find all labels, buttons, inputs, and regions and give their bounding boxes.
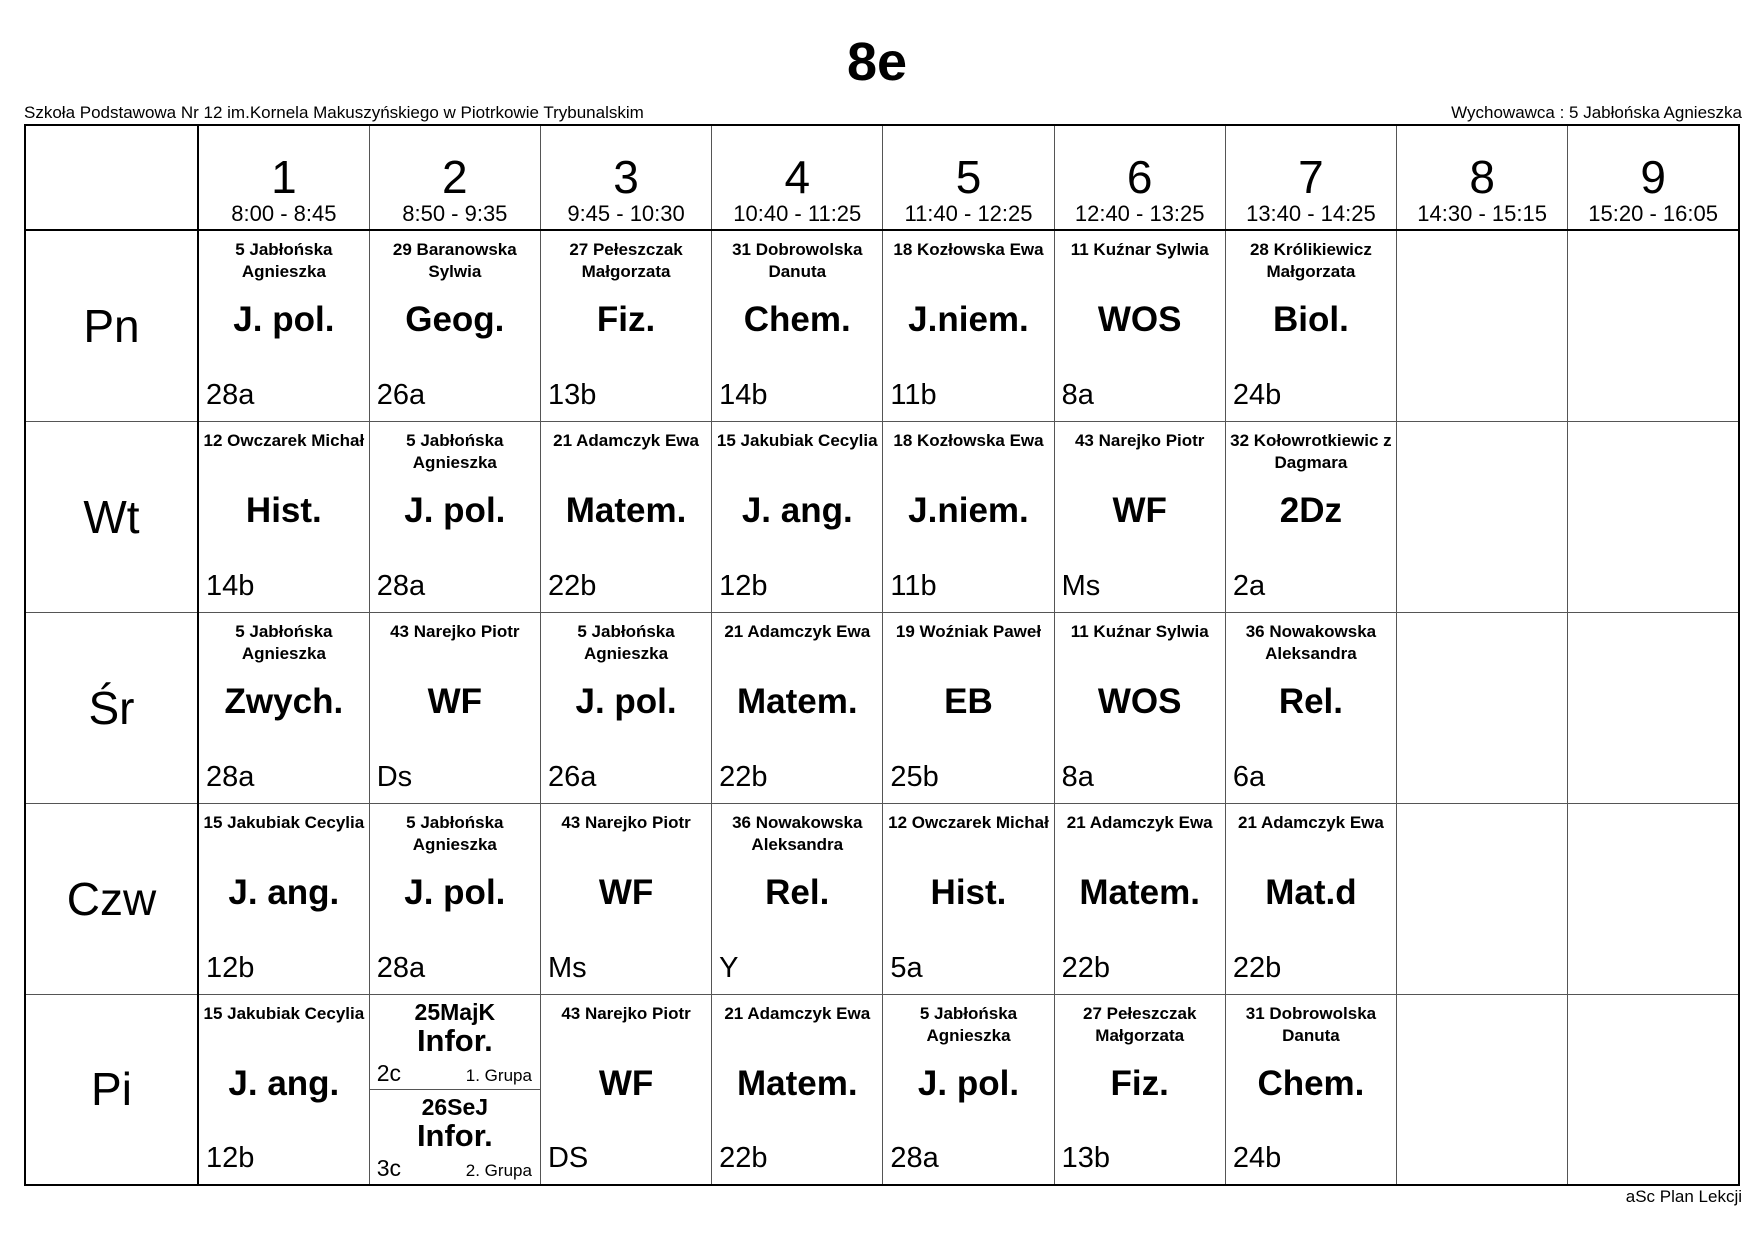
lesson-subject: WF (598, 1063, 654, 1103)
lesson-teacher: 31 Dobrowolska Danuta (732, 240, 863, 281)
lesson-cell (712, 421, 883, 612)
lesson-teacher: 18 Kozłowska Ewa (893, 430, 1044, 450)
lesson (199, 613, 369, 803)
lesson-subject: Chem. (1257, 1063, 1365, 1103)
lesson-teacher: 28 Królikiewicz Małgorzata (1249, 240, 1372, 281)
lesson-subject: Fiz. (1110, 1063, 1169, 1103)
lesson-subject: J. pol. (233, 300, 335, 339)
lesson-subject: Mat.d (1265, 872, 1357, 912)
period-header (540, 125, 711, 230)
lesson-subject: Infor. (416, 1022, 493, 1058)
lesson (199, 995, 369, 1185)
lesson-subject: WF (1112, 490, 1167, 530)
lesson-subject: WOS (1097, 300, 1182, 339)
lesson-room: 13b (1061, 1142, 1110, 1174)
lesson-subject: WF (598, 872, 654, 912)
lesson-room: 5a (890, 951, 923, 984)
period-header (1225, 125, 1396, 230)
lesson-cell (540, 803, 711, 994)
period-time: 11:40 - 12:25 (904, 201, 1033, 226)
lesson (1055, 613, 1225, 803)
lesson (541, 422, 711, 612)
group-lesson (370, 995, 540, 1090)
lesson-room: 28a (376, 951, 426, 984)
lesson-subject: J. ang. (228, 872, 340, 912)
lesson (541, 613, 711, 803)
empty-cell (1397, 230, 1568, 421)
lesson (1226, 804, 1396, 994)
lesson (1226, 613, 1396, 803)
lesson-cell (198, 230, 369, 421)
lesson-room: 2a (1232, 569, 1266, 602)
lesson-subject: J. pol. (917, 1063, 1020, 1103)
lesson-cell (369, 803, 540, 994)
lesson-room: DS (547, 1142, 589, 1174)
lesson-teacher: 43 Narejko Piotr (390, 621, 520, 641)
lesson-subject: Hist. (930, 872, 1007, 912)
period-header (198, 125, 369, 230)
lesson-teacher: 5 Jabłońska Agnieszka (406, 430, 504, 472)
lesson-teacher: 21 Adamczyk Ewa (724, 1003, 871, 1023)
lesson-subject: Infor. (416, 1117, 493, 1153)
empty-cell (1568, 230, 1739, 421)
period-number: 5 (955, 151, 982, 203)
tutor-label: Wychowawca : 5 Jabłońska Agnieszka (1451, 103, 1742, 122)
lesson-teacher: 43 Narejko Piotr (561, 1003, 691, 1023)
period-header (712, 125, 883, 230)
school-name: Szkoła Podstawowa Nr 12 im.Kornela Makuszyńskiego w Piotrkowie Trybunalskim (24, 103, 644, 122)
lesson (883, 613, 1053, 803)
lesson (712, 995, 882, 1185)
lesson-subject: J.niem. (908, 490, 1029, 530)
lesson-subject: J.niem. (908, 300, 1029, 339)
lesson-subject: Matem. (736, 681, 858, 721)
lesson-subject: 2Dz (1279, 490, 1343, 530)
lesson-cell (712, 803, 883, 994)
lesson-cell (540, 612, 711, 803)
lesson-cell (198, 612, 369, 803)
lesson-room: 22b (1232, 951, 1282, 984)
lesson-cell (540, 230, 711, 421)
period-time: 14:30 - 15:15 (1417, 201, 1547, 226)
lesson-teacher: 15 Jakubiak Cecylia (203, 1003, 365, 1023)
lesson-cell (883, 612, 1054, 803)
empty-cell (1397, 421, 1568, 612)
lesson-room: 12b (719, 569, 768, 602)
lesson-room: Ds (376, 760, 413, 793)
lesson (883, 804, 1053, 994)
day-row (25, 612, 1739, 803)
lesson (199, 804, 369, 994)
lesson-subject: J. ang. (741, 490, 853, 530)
lesson-room: 8a (1061, 760, 1094, 793)
lesson-room: 13b (547, 378, 597, 411)
lesson (541, 231, 711, 421)
lesson-teacher: 36 Nowakowska Aleksandra (732, 812, 863, 854)
class-title: 8e (846, 32, 908, 92)
lesson-teacher: 43 Narejko Piotr (561, 812, 691, 832)
lesson-room: 11b (890, 378, 937, 411)
lesson (541, 804, 711, 994)
lesson-subject: J. pol. (575, 681, 677, 721)
lesson-cell (712, 230, 883, 421)
day-row (25, 994, 1739, 1185)
lesson-teacher: 43 Narejko Piotr (1074, 430, 1205, 450)
lesson-room: 12b (206, 951, 255, 984)
lesson-room: 2c (376, 1059, 402, 1086)
lesson-teacher: 21 Adamczyk Ewa (553, 430, 699, 450)
lesson-cell (1054, 803, 1225, 994)
lesson (712, 804, 882, 994)
group-lesson (370, 1090, 540, 1184)
lesson-cell (1225, 994, 1396, 1185)
lesson-teacher: 15 Jakubiak Cecylia (203, 812, 365, 832)
timetable-grid (24, 124, 1740, 1186)
lesson-subject: WOS (1097, 681, 1182, 721)
lesson (1226, 422, 1396, 612)
lesson-room: 24b (1232, 378, 1282, 411)
lesson-cell (1054, 994, 1225, 1185)
period-header-row (25, 125, 1739, 230)
lesson-room: 14b (719, 378, 768, 411)
split-lesson (370, 995, 540, 1185)
period-number: 2 (442, 151, 468, 203)
lesson (712, 231, 882, 421)
lesson-room: 25b (890, 760, 939, 793)
day-name: Pi (25, 994, 198, 1185)
lesson-subject: Hist. (245, 490, 322, 530)
lesson-subject: J. ang. (228, 1063, 340, 1103)
lesson-room: Y (719, 951, 739, 984)
period-header (1397, 125, 1568, 230)
lesson-room: 26a (376, 378, 426, 411)
empty-cell (1397, 803, 1568, 994)
day-name: Śr (25, 612, 198, 803)
period-number: 9 (1640, 151, 1666, 203)
lesson-room: 12b (206, 1142, 255, 1174)
lesson-subject: Matem. (1079, 872, 1200, 912)
period-time: 9:45 - 10:30 (567, 201, 685, 226)
lesson-teacher: 5 Jabłońska Agnieszka (235, 621, 333, 663)
lesson-teacher: 27 Pełeszczak Małgorzata (1082, 1003, 1197, 1045)
lesson-group: 1. Grupa (465, 1065, 532, 1085)
empty-cell (1568, 612, 1739, 803)
lesson (1226, 995, 1396, 1185)
lesson-room: 11b (890, 569, 937, 602)
lesson-teacher: 5 Jabłońska Agnieszka (919, 1003, 1018, 1045)
lesson-cell (198, 421, 369, 612)
lesson-cell (369, 421, 540, 612)
period-header (1054, 125, 1225, 230)
period-number: 3 (613, 151, 639, 203)
lesson-group: 2. Grupa (465, 1161, 532, 1180)
lesson-subject: Fiz. (596, 300, 656, 339)
day-name: Czw (25, 803, 198, 994)
footer-credit: aSc Plan Lekcji (1625, 1187, 1742, 1206)
lesson-teacher: 11 Kuźnar Sylwia (1070, 621, 1209, 641)
lesson-cell (1054, 612, 1225, 803)
period-time: 12:40 - 13:25 (1074, 201, 1205, 226)
lesson (883, 422, 1053, 612)
lesson-room: 6a (1232, 760, 1266, 793)
lesson (883, 995, 1053, 1185)
lesson-subject: J. pol. (404, 872, 506, 912)
lesson (883, 231, 1053, 421)
lesson-teacher: 21 Adamczyk Ewa (724, 621, 871, 641)
lesson-cell (198, 994, 369, 1185)
lesson-room: 28a (206, 378, 255, 411)
period-time: 15:20 - 16:05 (1588, 201, 1718, 226)
lesson (712, 613, 882, 803)
lesson-cell (369, 230, 540, 421)
corner-cell (25, 125, 198, 230)
lesson-teacher: 5 Jabłońska Agnieszka (577, 621, 675, 663)
lesson-room: 3c (376, 1155, 402, 1181)
lesson-subject: EB (944, 681, 993, 721)
lesson-cell (540, 421, 711, 612)
lesson-teacher: 21 Adamczyk Ewa (1066, 812, 1213, 832)
lesson-room: 22b (1061, 951, 1110, 984)
lesson-subject: Biol. (1273, 300, 1349, 339)
empty-cell (1568, 994, 1739, 1185)
lesson-subject: Matem. (565, 490, 687, 530)
lesson-subject: Zwych. (224, 681, 344, 721)
lesson-teacher: 12 Owczarek Michał (888, 812, 1049, 832)
lesson-teacher: 12 Owczarek Michał (203, 430, 365, 450)
day-row (25, 803, 1739, 994)
lesson (370, 231, 540, 421)
period-number: 7 (1298, 151, 1324, 203)
lesson-cell (198, 803, 369, 994)
lesson-cell (1054, 421, 1225, 612)
lesson-subject: Matem. (736, 1063, 858, 1103)
day-name: Wt (25, 421, 198, 612)
day-name: Pn (25, 230, 198, 421)
lesson-cell (1225, 421, 1396, 612)
lesson-room: 28a (206, 760, 255, 793)
empty-cell (1568, 803, 1739, 994)
lesson (1055, 804, 1225, 994)
lesson-cell (1225, 803, 1396, 994)
period-header (883, 125, 1054, 230)
lesson-room: Ms (1061, 569, 1101, 602)
empty-cell (1397, 612, 1568, 803)
lesson-room: 24b (1232, 1142, 1282, 1174)
lesson-cell (712, 612, 883, 803)
lesson-teacher: 18 Kozłowska Ewa (893, 240, 1044, 259)
lesson (370, 422, 540, 612)
lesson-subject: Rel. (765, 872, 830, 912)
lesson-cell (883, 421, 1054, 612)
empty-cell (1568, 421, 1739, 612)
lesson-room: 14b (206, 569, 255, 602)
lesson-cell (883, 230, 1054, 421)
lesson (370, 613, 540, 803)
lesson-teacher: 11 Kuźnar Sylwia (1070, 240, 1209, 259)
lesson (1055, 995, 1225, 1185)
lesson-cell (1225, 230, 1396, 421)
period-time: 8:00 - 8:45 (231, 201, 337, 226)
lesson-teacher: 5 Jabłońska Agnieszka (235, 240, 333, 281)
lesson-room: 8a (1061, 378, 1094, 411)
lesson-teacher: 15 Jakubiak Cecylia (716, 430, 878, 450)
period-header (369, 125, 540, 230)
period-number: 1 (271, 151, 297, 203)
day-row (25, 230, 1739, 421)
lesson-subject: Chem. (743, 300, 851, 339)
lesson-cell (883, 994, 1054, 1185)
empty-cell (1397, 994, 1568, 1185)
period-time: 8:50 - 9:35 (402, 201, 508, 226)
lesson-teacher: 25MajK (414, 998, 496, 1025)
lesson-room: Ms (547, 951, 587, 984)
lesson-room: 22b (719, 760, 768, 793)
lesson-subject: WF (427, 681, 483, 721)
lesson-cell (883, 803, 1054, 994)
lesson-teacher: 27 Pełeszczak Małgorzata (569, 240, 683, 281)
lesson-subject: Geog. (405, 300, 505, 339)
period-header (1568, 125, 1739, 230)
lesson (1226, 231, 1396, 421)
lesson (1055, 231, 1225, 421)
lesson-room: 28a (890, 1142, 939, 1174)
lesson (712, 422, 882, 612)
lesson-cell (1054, 230, 1225, 421)
lesson (370, 804, 540, 994)
lesson-room: 22b (719, 1142, 768, 1174)
lesson-teacher: 21 Adamczyk Ewa (1238, 812, 1384, 832)
lesson-room: 22b (547, 569, 597, 602)
lesson-subject: Rel. (1278, 681, 1344, 721)
lesson-teacher: 31 Dobrowolska Danuta (1245, 1003, 1377, 1045)
lesson (199, 231, 369, 421)
lesson-cell (712, 994, 883, 1185)
lesson (541, 995, 711, 1185)
lesson-teacher: 19 Woźniak Paweł (895, 621, 1042, 641)
lesson-room: 28a (376, 569, 426, 602)
period-number: 6 (1126, 151, 1153, 203)
lesson-teacher: 32 Kołowrotkiewic z Dagmara (1230, 430, 1392, 472)
lesson (199, 422, 369, 612)
period-time: 13:40 - 14:25 (1246, 201, 1376, 226)
lesson-cell (369, 612, 540, 803)
lesson-teacher: 29 Baranowska Sylwia (392, 240, 517, 281)
lesson-teacher: 36 Nowakowska Aleksandra (1245, 621, 1377, 663)
period-time: 10:40 - 11:25 (733, 201, 862, 226)
lesson-cell (1225, 612, 1396, 803)
lesson-teacher: 5 Jabłońska Agnieszka (406, 812, 504, 854)
lesson (1055, 422, 1225, 612)
lesson-room: 26a (547, 760, 597, 793)
lesson-teacher: 26SeJ (421, 1093, 489, 1120)
day-row (25, 421, 1739, 612)
period-number: 8 (1469, 151, 1495, 203)
lesson-cell (369, 994, 540, 1185)
lesson-subject: J. pol. (404, 490, 506, 530)
lesson-cell (540, 994, 711, 1185)
period-number: 4 (784, 151, 811, 203)
